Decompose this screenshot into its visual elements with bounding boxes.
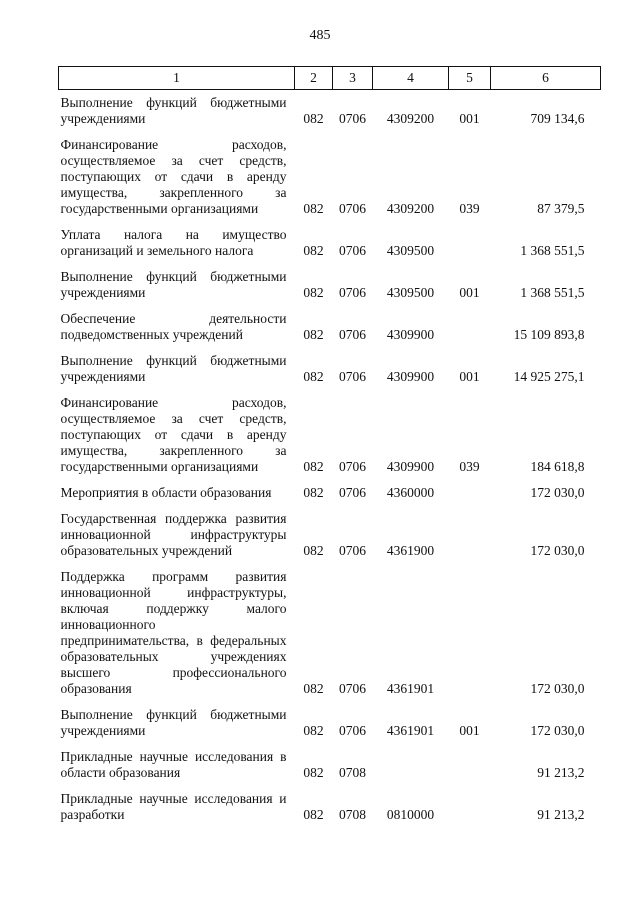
row-section-code: 0706 (339, 485, 366, 500)
row-amount: 172 030,0 (530, 723, 585, 738)
header-col-6: 6 (491, 67, 601, 90)
table-body (59, 90, 601, 829)
row-section-code: 0708 (339, 807, 366, 822)
row-grbs-code: 082 (303, 201, 324, 216)
row-amount: 709 134,6 (530, 111, 585, 126)
table-row (59, 480, 601, 506)
row-name: Обеспечение деятельности подведомственных учреждений (60, 311, 287, 342)
table-row (59, 264, 601, 306)
table-row (59, 564, 601, 702)
table-row (59, 90, 601, 133)
row-name: Мероприятия в области образования (60, 485, 272, 500)
row-kind-code: 039 (459, 201, 480, 216)
row-name: Государственная поддержка развития инновационной инфраструктуры образовательных учреждений (60, 511, 287, 558)
row-grbs-code: 082 (303, 243, 324, 258)
row-section-code: 0706 (339, 543, 366, 558)
row-amount: 172 030,0 (530, 485, 585, 500)
row-section-code: 0706 (339, 243, 366, 258)
row-target-code: 4309500 (386, 285, 435, 300)
row-grbs-code: 082 (303, 285, 324, 300)
row-section-code: 0706 (339, 459, 366, 474)
row-grbs-code: 082 (303, 327, 324, 342)
row-section-code: 0706 (339, 369, 366, 384)
table-row (59, 702, 601, 744)
row-grbs-code: 082 (303, 807, 324, 822)
row-section-code: 0706 (339, 723, 366, 738)
row-kind-code (449, 744, 491, 786)
row-name: Прикладные научные исследования и разработки (60, 791, 287, 822)
header-col-3: 3 (333, 67, 373, 90)
row-amount: 172 030,0 (530, 543, 585, 558)
row-kind-code (449, 306, 491, 348)
row-amount: 91 213,2 (537, 765, 585, 780)
row-kind-code: 001 (459, 723, 480, 738)
row-grbs-code: 082 (303, 765, 324, 780)
row-section-code: 0708 (339, 765, 366, 780)
table-row (59, 390, 601, 480)
row-name: Финансирование расходов, осуществляемое за счет средств, поступающих от сдачи в аренду имущества, закрепленного за государственными организациями (60, 395, 287, 474)
row-target-code: 4361901 (386, 723, 435, 738)
row-grbs-code: 082 (303, 111, 324, 126)
row-amount: 172 030,0 (530, 681, 585, 696)
row-amount: 15 109 893,8 (513, 327, 585, 342)
row-grbs-code: 082 (303, 369, 324, 384)
row-amount: 14 925 275,1 (513, 369, 585, 384)
budget-table (58, 66, 601, 828)
row-section-code: 0706 (339, 327, 366, 342)
row-kind-code (449, 480, 491, 506)
row-target-code: 4309200 (386, 111, 435, 126)
header-col-1: 1 (59, 67, 295, 90)
header-col-4: 4 (373, 67, 449, 90)
row-target-code: 4360000 (386, 485, 435, 500)
row-section-code: 0706 (339, 681, 366, 696)
row-kind-code (449, 506, 491, 564)
row-kind-code (449, 786, 491, 828)
row-target-code: 4361901 (386, 681, 435, 696)
row-target-code: 4309900 (386, 459, 435, 474)
row-target-code: 4361900 (386, 543, 435, 558)
row-name: Выполнение функций бюджетными учреждениями (60, 353, 287, 384)
row-section-code: 0706 (339, 201, 366, 216)
header-row (59, 67, 601, 90)
row-name: Выполнение функций бюджетными учреждениями (60, 269, 287, 300)
row-amount: 184 618,8 (530, 459, 585, 474)
row-kind-code: 001 (459, 369, 480, 384)
table-row (59, 744, 601, 786)
row-grbs-code: 082 (303, 543, 324, 558)
table-header (59, 67, 601, 90)
row-grbs-code: 082 (303, 681, 324, 696)
row-amount: 91 213,2 (537, 807, 585, 822)
page-number: 485 (309, 28, 331, 43)
row-name: Прикладные научные исследования в области образования (60, 749, 287, 780)
row-kind-code (449, 222, 491, 264)
row-grbs-code: 082 (303, 485, 324, 500)
table-row (59, 786, 601, 828)
table-row (59, 348, 601, 390)
header-col-5: 5 (449, 67, 491, 90)
row-grbs-code: 082 (303, 459, 324, 474)
row-amount: 1 368 551,5 (520, 243, 585, 258)
row-amount: 1 368 551,5 (520, 285, 585, 300)
row-target-code: 4309500 (386, 243, 435, 258)
row-name: Выполнение функций бюджетными учреждениями (60, 707, 287, 738)
row-kind-code: 001 (459, 285, 480, 300)
row-name: Поддержка программ развития инновационной инфраструктуры, включая поддержку малого инновационного предпринимательства, в федеральных образовательных учреждениях высшего профессионального образования (60, 569, 287, 696)
row-target-code: 4309900 (386, 369, 435, 384)
row-section-code: 0706 (339, 285, 366, 300)
row-target-code: 0810000 (386, 807, 435, 822)
row-target-code (373, 744, 449, 786)
table-row (59, 132, 601, 222)
row-name: Выполнение функций бюджетными учреждениями (60, 95, 287, 126)
row-kind-code: 001 (459, 111, 480, 126)
table-row (59, 306, 601, 348)
row-name: Уплата налога на имущество организаций и земельного налога (60, 227, 287, 258)
table-row (59, 222, 601, 264)
header-col-2: 2 (295, 67, 333, 90)
row-target-code: 4309900 (386, 327, 435, 342)
row-grbs-code: 082 (303, 723, 324, 738)
row-kind-code: 039 (459, 459, 480, 474)
row-name: Финансирование расходов, осуществляемое за счет средств, поступающих от сдачи в аренду имущества, закрепленного за государственными организациями (60, 137, 287, 216)
row-target-code: 4309200 (386, 201, 435, 216)
row-section-code: 0706 (339, 111, 366, 126)
row-kind-code (449, 564, 491, 702)
table-row (59, 506, 601, 564)
row-amount: 87 379,5 (537, 201, 585, 216)
